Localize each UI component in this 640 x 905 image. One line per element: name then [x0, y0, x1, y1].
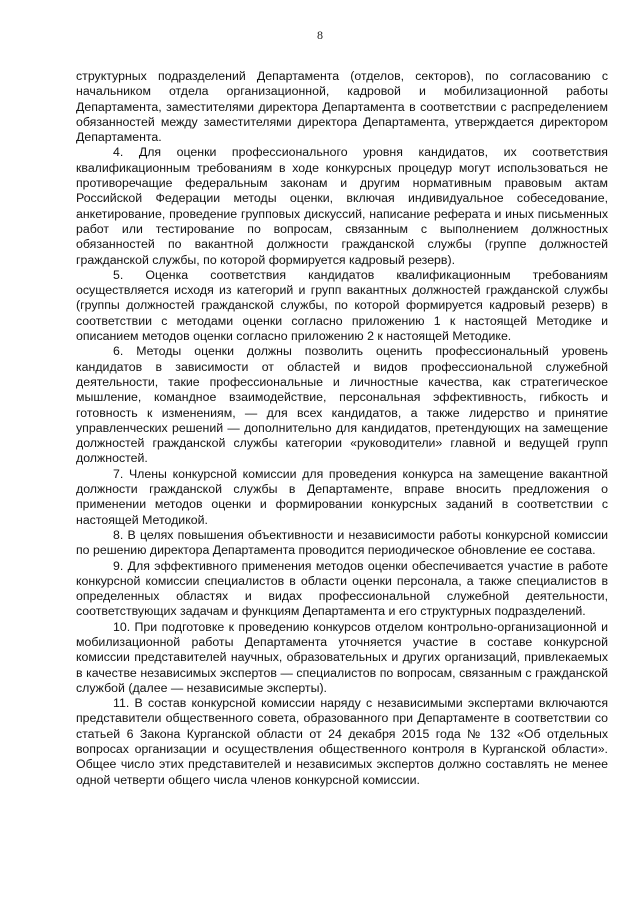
- paragraph-5: 5. Оценка соответствия кандидатов квалификационным требованиям осуществляется исходя из категорий и групп вакантных должностей гражданской службы (группы должностей гражданской службы, по которой формируется кадровый резерв) в соответствии с методами оценки согласно приложению 1 к настоящей Методике и описанием методов оценки согласно приложению 2 к настоящей Методике.: [76, 267, 608, 344]
- paragraph-10: 10. При подготовке к проведению конкурсов отделом контрольно-организационной и мобилизационной работы Департамента уточняется участие в составе конкурсной комиссии представителей научных, образовательных и других организаций, привлекаемых в качестве независимых экспертов — специалистов по вопросам, связанным с гражданской службой (далее — независимые эксперты).: [76, 619, 608, 695]
- paragraph-9: 9. Для эффективного применения методов оценки обеспечивается участие в работе конкурсной комиссии специалистов в области оценки персонала, а также специалистов в определенных областях и видах профессиональной служебной деятельности, соответствующих задачам и функциям Департамента и его структурных подразделений.: [76, 558, 608, 619]
- page-number: 8: [317, 28, 323, 42]
- document-body: [76, 69, 608, 788]
- paragraph-4: 4. Для оценки профессионального уровня кандидатов, их соответствия квалификационным требованиям в ходе конкурсных процедур могут использоваться не противоречащие федеральным законам и другим нормативным правовым актам Российской Федерации методы оценки, включая индивидуальное собеседование, анкетирование, проведение групповых дискуссий, написание реферата и иных письменных работ или тестирование по вопросам, связанным с выполнением должностных обязанностей по вакантной должности гражданской службы (группе должностей гражданской службы, по которой формируется кадровый резерв).: [76, 145, 608, 267]
- paragraph-6: 6. Методы оценки должны позволить оценить профессиональный уровень кандидатов в зависимости от областей и видов профессиональной служебной деятельности, такие профессиональные и личностные качества, как стратегическое мышление, командное взаимодействие, персональная эффективность, гибкость и готовность к изменениям, — для всех кандидатов, а также лидерство и принятие управленческих решений — дополнительно для кандидатов, претендующих на замещение должностей гражданской службы категории «руководители» главной и ведущей групп должностей.: [76, 344, 608, 466]
- paragraph-11: 11. В состав конкурсной комиссии наряду с независимыми экспертами включаются представители общественного совета, образованного при Департаменте в соответствии со статьей 6 Закона Курганской области от 24 декабря 2015 года № 132 «Об отдельных вопросах организации и осуществления общественного контроля в Курганской области». Общее число этих представителей и независимых экспертов должно составлять не менее одной четверти общего числа членов конкурсной комиссии.: [76, 696, 608, 787]
- paragraph-8: 8. В целях повышения объективности и независимости работы конкурсной комиссии по решению директора Департамента проводится периодическое обновление ее состава.: [76, 527, 608, 558]
- paragraph-7: 7. Члены конкурсной комиссии для проведения конкурса на замещение вакантной должности гражданской службы в Департаменте, вправе вносить предложения о применении методов оценки и формировании конкурсных заданий в соответствии с настоящей Методикой.: [76, 466, 608, 527]
- paragraph-continuation: структурных подразделений Департамента (отделов, секторов), по согласованию с начальником отдела организационной, кадровой и мобилизационной работы Департамента, заместителями директора Департамента в соответствии с распределением обязанностей между заместителями директора Департамента, утверждается директором Департамента.: [76, 69, 608, 145]
